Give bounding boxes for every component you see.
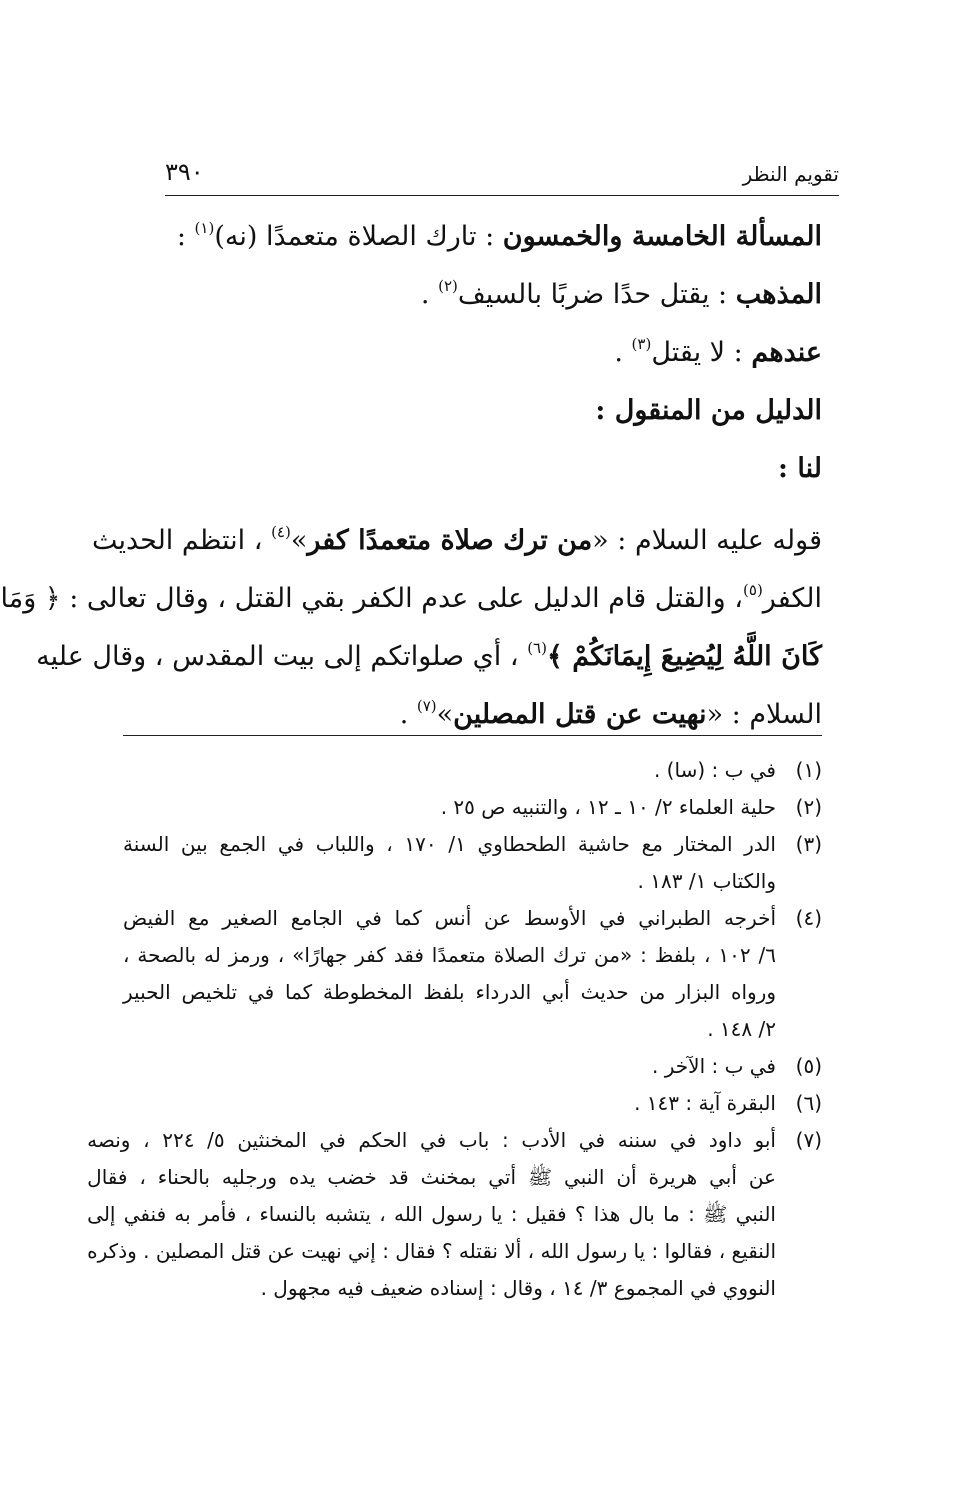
quran-quote: كَانَ اللَّهُ لِيُضِيعَ إِيمَانَكُمْ ﴾ bbox=[546, 641, 822, 672]
indahum-line bbox=[123, 324, 822, 382]
madhhab-label: المذهب bbox=[735, 279, 822, 310]
footnote-line: النقيع ، فقالوا : يا رسول الله ، ألا نقتله ؟ فقال : إني نهيت عن قتل المصلين . وذكره bbox=[87, 1239, 776, 1263]
hadith-quote: نهيت عن قتل المصلين bbox=[453, 699, 707, 730]
footnote-line: عن أبي هريرة أن النبي ﷺ أتي بمخنث قد خضب يده ورجليه بالحناء ، فقال bbox=[87, 1165, 776, 1189]
footnote-text bbox=[123, 752, 776, 789]
footnote-item bbox=[123, 789, 822, 826]
issue-text: : تارك الصلاة متعمدًا (نه) bbox=[214, 221, 495, 252]
hadith-quote: من ترك صلاة متعمدًا كفر bbox=[307, 525, 593, 556]
header-rule bbox=[165, 195, 839, 196]
footnote-line: ورواه البزار من حديث أبي الدرداء بلفظ المخطوطة كما في تلخيص الحبير bbox=[123, 980, 776, 1004]
body-paragraph bbox=[0, 512, 822, 744]
footnote-ref: (٦) bbox=[527, 639, 547, 657]
evidence-heading: الدليل من المنقول : bbox=[595, 395, 822, 426]
footnote-text bbox=[123, 900, 776, 1048]
issue-heading: المسألة الخامسة والخمسون bbox=[502, 221, 822, 252]
text-run: ، أي صلواتكم إلى بيت المقدس ، وقال عليه bbox=[36, 641, 528, 672]
text-run: الكفر bbox=[762, 583, 822, 614]
footnote-ref: (١) bbox=[194, 219, 215, 237]
footnote-number: (٥) bbox=[795, 1054, 822, 1078]
footnote-text bbox=[123, 826, 776, 900]
footnote-line: النووي في المجموع ٣/ ١٤ ، وقال : إسناده ضعيف فيه مجهول . bbox=[260, 1276, 776, 1300]
footnote-text bbox=[123, 1048, 776, 1085]
footnote-text bbox=[123, 1085, 776, 1122]
text-run: ، انتظم الحديث bbox=[91, 525, 272, 556]
footnote-item bbox=[123, 1048, 822, 1085]
footnote-number: (٧) bbox=[795, 1128, 822, 1152]
paragraph-line bbox=[36, 628, 822, 686]
footnote-text bbox=[123, 789, 776, 826]
paragraph-line bbox=[91, 512, 822, 570]
footnote-item bbox=[123, 900, 822, 1048]
text-run: » bbox=[290, 525, 308, 556]
footnote-item bbox=[123, 826, 822, 900]
footnote-number: (٢) bbox=[795, 795, 822, 819]
spacer bbox=[123, 498, 822, 512]
footnote-number: (٤) bbox=[795, 906, 822, 930]
footnote-line: الدر المختار مع حاشية الطحطاوي ١/ ١٧٠ ، واللباب في الجمع بين السنة bbox=[123, 832, 776, 856]
madhhab-line bbox=[123, 266, 822, 324]
footnote-line: النبي ﷺ : ما بال هذا ؟ فقيل : يا رسول الله ، يتشبه بالنساء ، فأمر به فنفي إلى bbox=[87, 1202, 776, 1226]
lana-heading: لنا : bbox=[778, 453, 822, 484]
text-run: قوله عليه السلام : « bbox=[592, 525, 822, 556]
indahum-label: عندهم bbox=[751, 337, 822, 368]
running-head bbox=[165, 150, 839, 186]
main-text bbox=[0, 208, 822, 744]
footnote-line: أبو داود في سننه في الأدب : باب في الحكم في المخنثين ٥/ ٢٢٤ ، ونصه bbox=[87, 1128, 776, 1152]
text-run: ، والقتل قام الدليل على عدم الكفر بقي القتل ، وقال تعالى : ﴿ وَمَا bbox=[0, 583, 744, 614]
indahum-end: . bbox=[614, 337, 632, 368]
footnote-number: (١) bbox=[795, 758, 822, 782]
footnotes bbox=[87, 752, 822, 1307]
footnote-number: (٣) bbox=[795, 832, 822, 856]
footnote-line: حلية العلماء ٢/ ١٠ ـ ١٢ ، والتنبيه ص ٢٥ . bbox=[440, 795, 776, 819]
text-run: » bbox=[436, 699, 454, 730]
footnote-rule bbox=[123, 735, 822, 736]
footnote-number: (٦) bbox=[795, 1091, 822, 1115]
madhhab-text: : يقتل حدًا ضربًا بالسيف bbox=[457, 279, 728, 310]
issue-line bbox=[123, 208, 822, 266]
issue-end: : bbox=[176, 221, 195, 252]
footnote-line: في ب : (سا) . bbox=[653, 758, 776, 782]
footnote-item bbox=[123, 1085, 822, 1122]
footnote-line: في ب : الآخر . bbox=[652, 1054, 776, 1078]
footnote-ref: (٧) bbox=[416, 697, 437, 715]
running-title: تقويم النظر bbox=[742, 162, 839, 186]
paragraph-line bbox=[0, 570, 822, 628]
text-run: . bbox=[399, 699, 417, 730]
footnote-ref: (٣) bbox=[631, 335, 652, 353]
madhhab-end: . bbox=[420, 279, 439, 310]
text-run: السلام : « bbox=[706, 699, 822, 730]
footnote-ref: (٤) bbox=[271, 523, 291, 541]
page-number: ٣٩٠ bbox=[165, 158, 204, 186]
footnote-text bbox=[87, 1122, 776, 1307]
footnote-line: ٦/ ١٠٢ ، بلفظ : «من ترك الصلاة متعمدًا فقد كفر جهارًا» ، ورمز له بالصحة ، bbox=[123, 943, 776, 967]
footnote-item bbox=[87, 1122, 822, 1307]
footnote-line: ٢/ ١٤٨ . bbox=[707, 1017, 776, 1041]
footnote-line: البقرة آية : ١٤٣ . bbox=[634, 1091, 776, 1115]
footnote-ref: (٢) bbox=[438, 277, 458, 295]
footnote-line: أخرجه الطبراني في الأوسط عن أنس كما في الجامع الصغير مع الفيض bbox=[123, 906, 776, 930]
footnote-item bbox=[123, 752, 822, 789]
footnote-line: والكتاب ١/ ١٨٣ . bbox=[637, 869, 776, 893]
indahum-text: : لا يقتل bbox=[651, 337, 743, 368]
footnote-ref: (٥) bbox=[743, 581, 763, 599]
